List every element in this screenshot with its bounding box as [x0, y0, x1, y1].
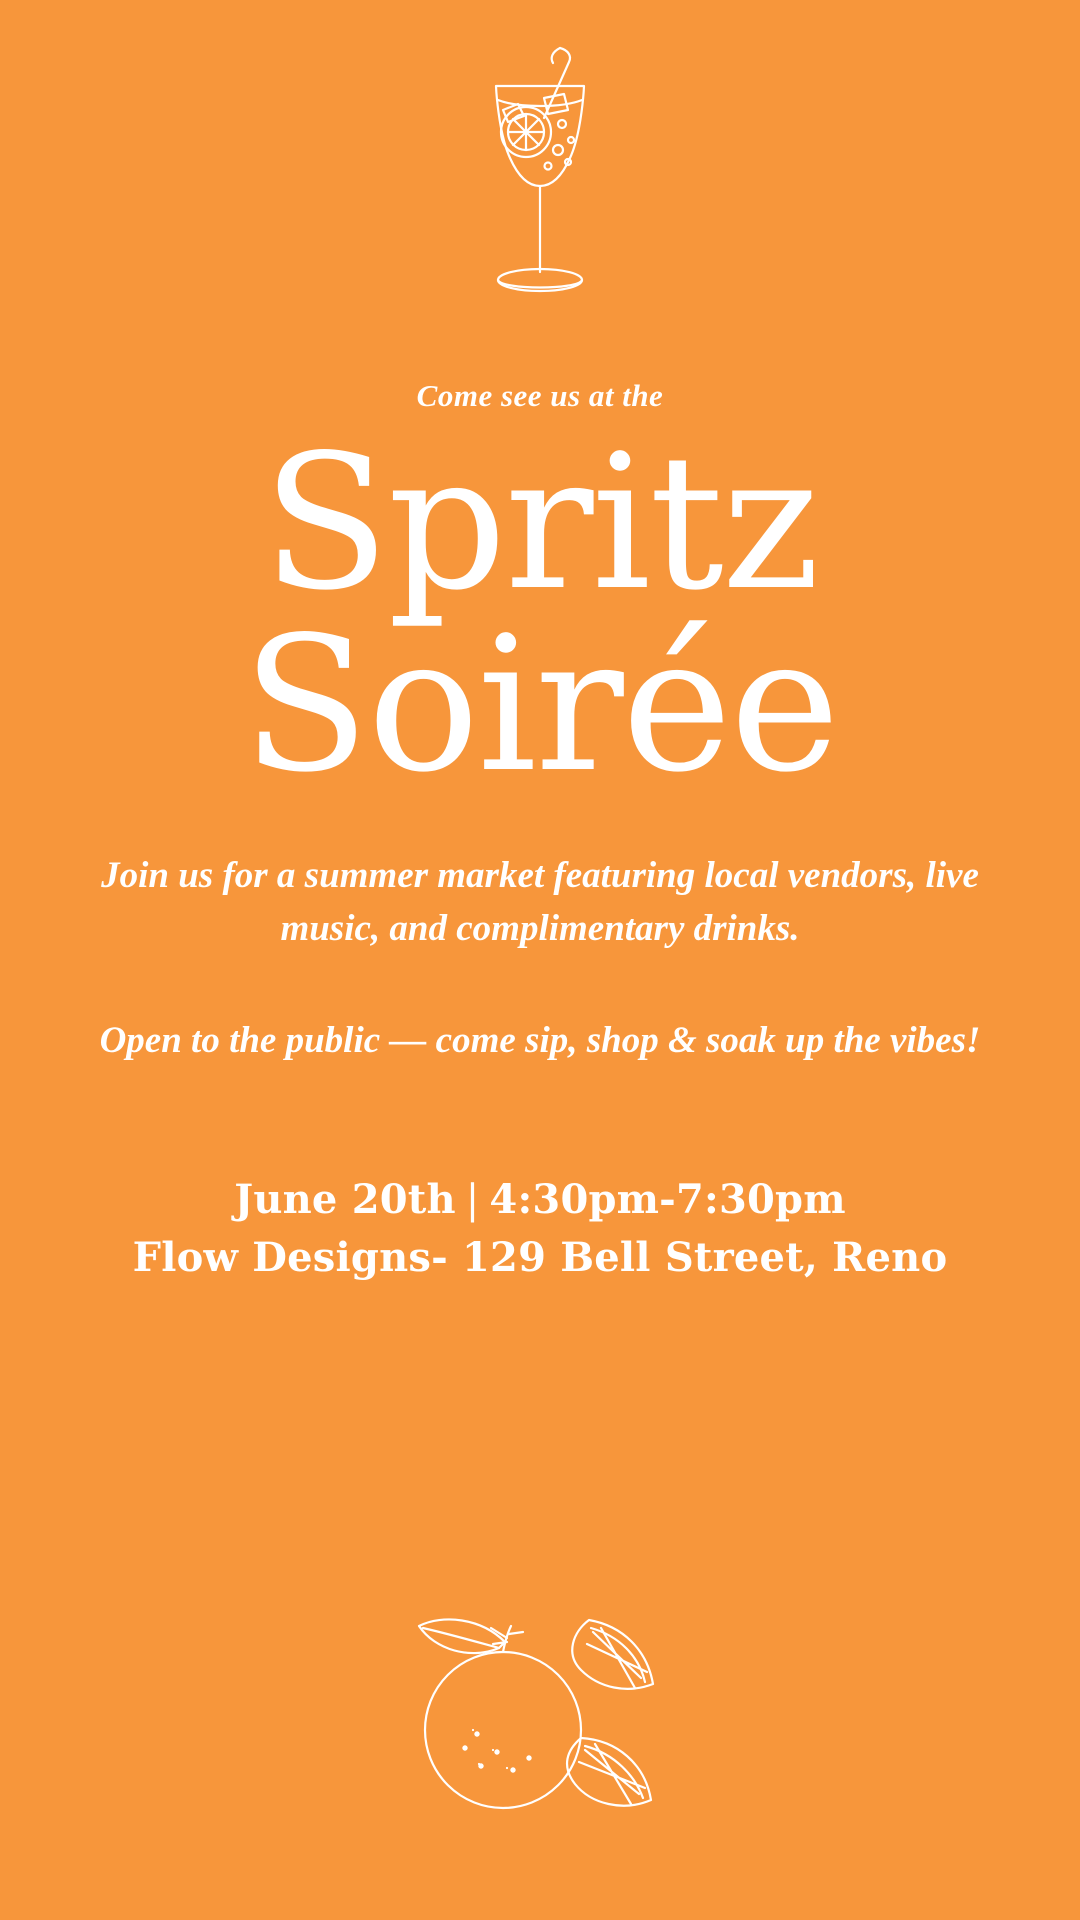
orange-fruit-slices-icon	[395, 1598, 685, 1828]
event-details	[133, 1171, 948, 1287]
body-paragraph-2: Open to the public — come sip, shop & soak up the vibes!	[99, 1019, 981, 1061]
event-venue: Flow Designs- 129 Bell Street, Reno	[132, 1234, 948, 1282]
date-time-line	[133, 1171, 948, 1229]
event-date: June 20th	[234, 1176, 456, 1224]
page-title	[242, 414, 838, 814]
body-copy	[70, 849, 1010, 1068]
detail-separator: |	[465, 1177, 480, 1224]
title-line-1: Spritz	[262, 414, 818, 631]
spritz-glass-icon	[440, 40, 640, 310]
title-line-2: Soirée	[242, 596, 838, 814]
event-time: 4:30pm-7:30pm	[489, 1176, 846, 1224]
eyebrow-text: Come see us at the	[416, 378, 664, 413]
body-paragraph-1: Join us for a summer market featuring local vendors, live music, and complimentary drinks.	[101, 854, 979, 950]
